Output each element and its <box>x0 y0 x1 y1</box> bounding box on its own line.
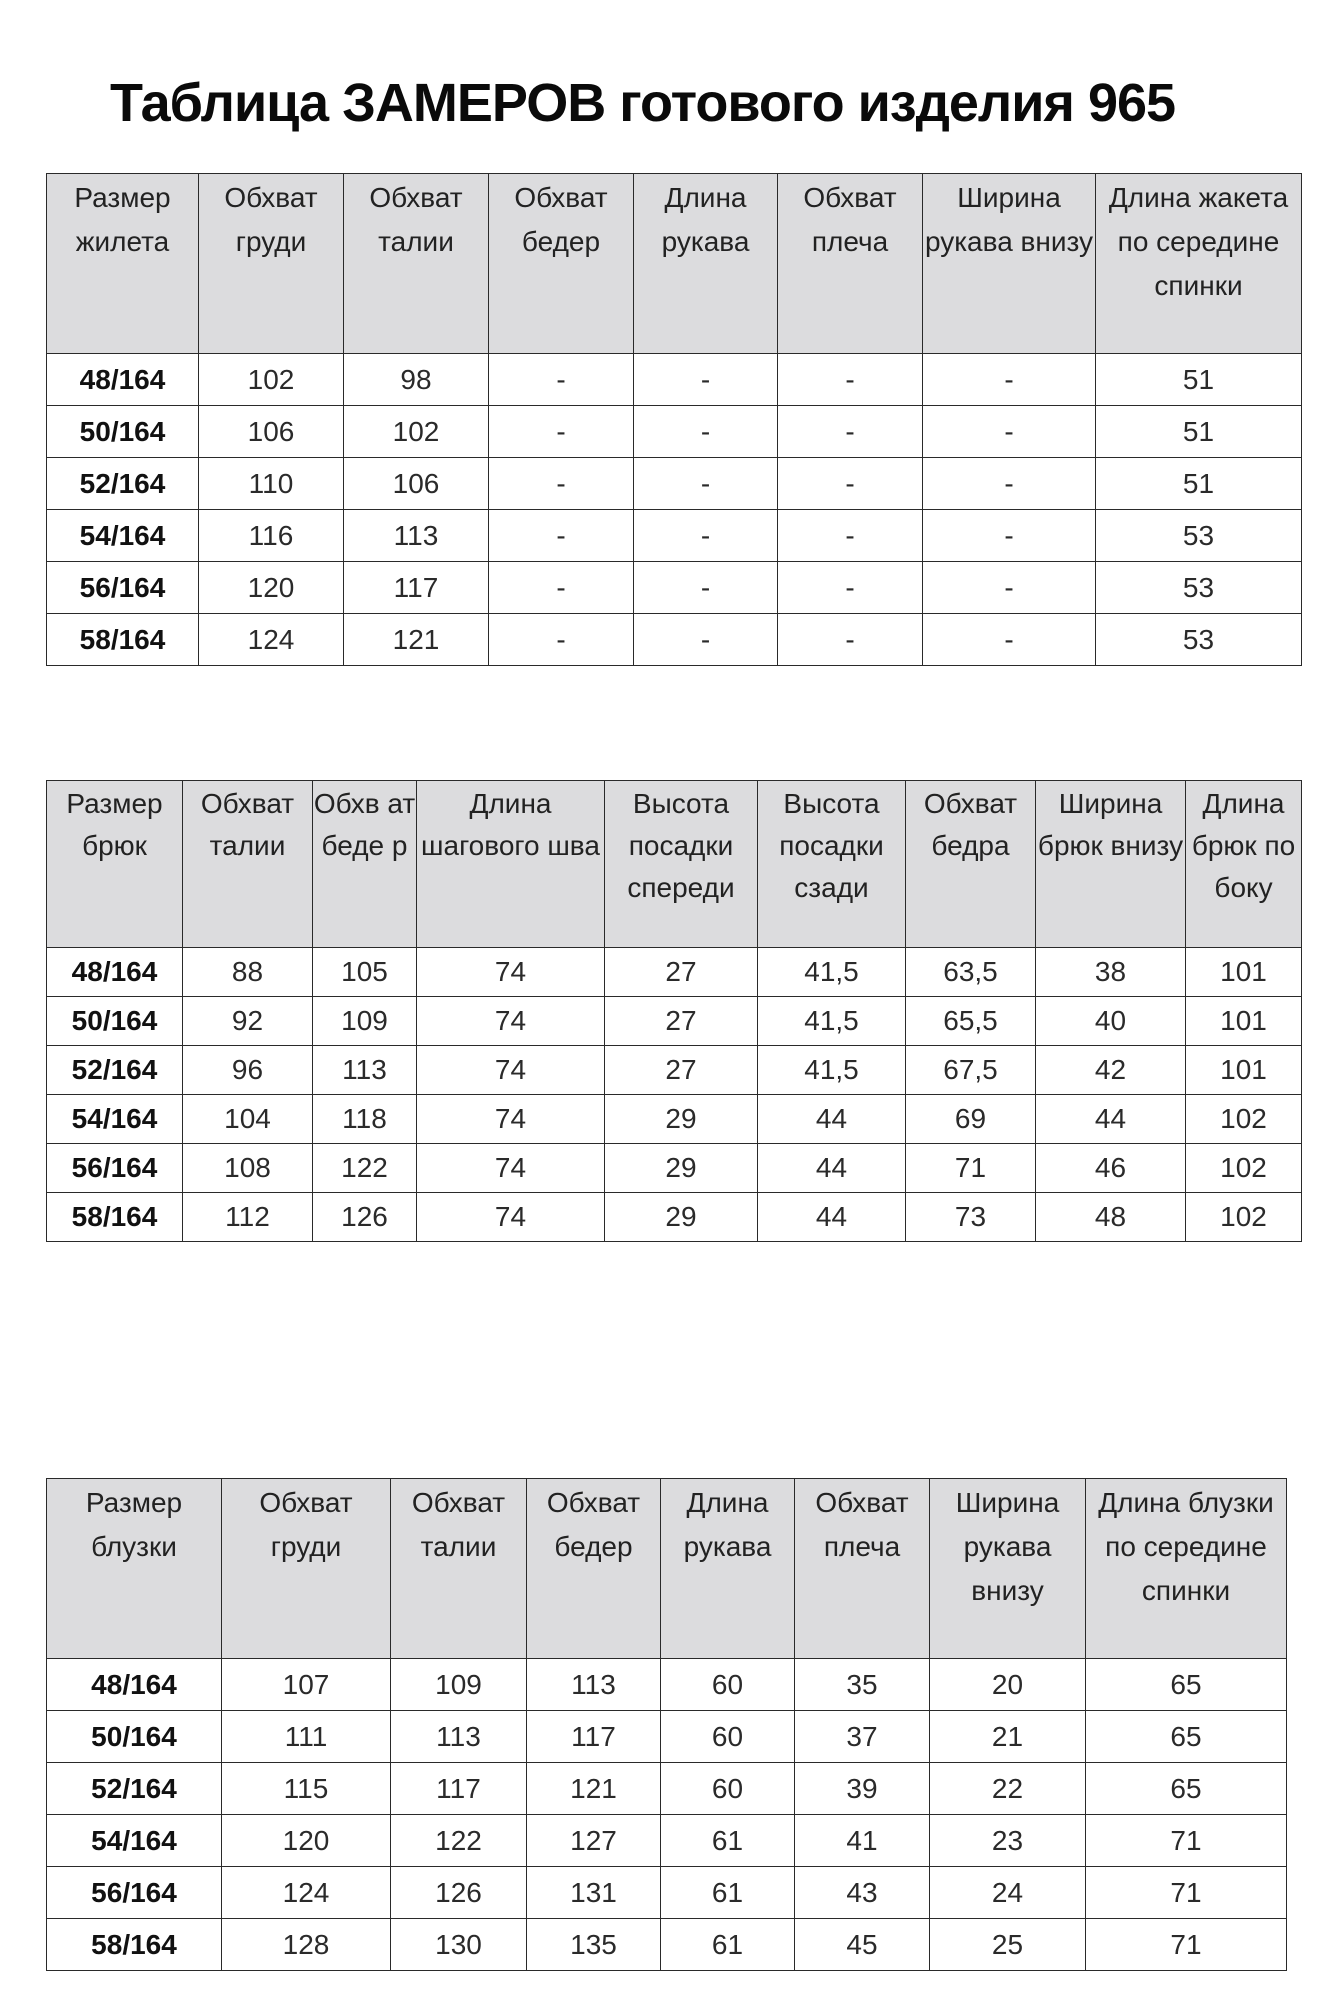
value-cell: 108 <box>183 1144 313 1193</box>
column-header: Длина рукава <box>661 1479 795 1659</box>
column-header: Длина блузки по середине спинки <box>1086 1479 1287 1659</box>
table-row <box>47 458 1302 510</box>
column-header: Высота посадки спереди <box>605 781 758 948</box>
value-cell: 106 <box>344 458 489 510</box>
table-row <box>47 406 1302 458</box>
column-header: Ширина брюк внизу <box>1036 781 1186 948</box>
table-row <box>47 1867 1287 1919</box>
value-cell: 41 <box>795 1815 930 1867</box>
value-cell: 53 <box>1096 510 1302 562</box>
size-cell: 54/164 <box>47 1815 222 1867</box>
value-cell: 41,5 <box>758 997 906 1046</box>
value-cell: - <box>923 562 1096 614</box>
column-header: Ширина рукава внизу <box>923 174 1096 354</box>
table-row <box>47 1193 1302 1242</box>
column-header: Длина шагового шва <box>417 781 605 948</box>
table-row <box>47 510 1302 562</box>
column-header: Обхват талии <box>183 781 313 948</box>
header-row <box>47 174 1302 354</box>
value-cell: 25 <box>930 1919 1086 1971</box>
value-cell: 102 <box>199 354 344 406</box>
value-cell: 74 <box>417 1095 605 1144</box>
value-cell: 73 <box>906 1193 1036 1242</box>
value-cell: 74 <box>417 1144 605 1193</box>
value-cell: 113 <box>344 510 489 562</box>
value-cell: 61 <box>661 1815 795 1867</box>
size-cell: 48/164 <box>47 354 199 406</box>
value-cell: 27 <box>605 948 758 997</box>
column-header: Обхв ат беде р <box>313 781 417 948</box>
value-cell: 74 <box>417 948 605 997</box>
value-cell: 21 <box>930 1711 1086 1763</box>
value-cell: 120 <box>222 1815 391 1867</box>
value-cell: - <box>634 354 778 406</box>
value-cell: 20 <box>930 1659 1086 1711</box>
column-header: Обхват бедер <box>489 174 634 354</box>
size-cell: 52/164 <box>47 458 199 510</box>
value-cell: 41,5 <box>758 948 906 997</box>
value-cell: 102 <box>344 406 489 458</box>
size-cell: 48/164 <box>47 948 183 997</box>
value-cell: 120 <box>199 562 344 614</box>
value-cell: 45 <box>795 1919 930 1971</box>
value-cell: - <box>489 354 634 406</box>
table-row <box>47 354 1302 406</box>
value-cell: 74 <box>417 1193 605 1242</box>
table-row <box>47 1046 1302 1095</box>
column-header: Обхват плеча <box>778 174 923 354</box>
value-cell: 117 <box>527 1711 661 1763</box>
column-header: Обхват груди <box>222 1479 391 1659</box>
value-cell: 46 <box>1036 1144 1186 1193</box>
column-header: Обхват бедра <box>906 781 1036 948</box>
value-cell: 113 <box>527 1659 661 1711</box>
size-cell: 56/164 <box>47 562 199 614</box>
value-cell: 67,5 <box>906 1046 1036 1095</box>
value-cell: 37 <box>795 1711 930 1763</box>
value-cell: 35 <box>795 1659 930 1711</box>
value-cell: 127 <box>527 1815 661 1867</box>
table-row <box>47 1815 1287 1867</box>
value-cell: 102 <box>1186 1193 1302 1242</box>
value-cell: 44 <box>758 1193 906 1242</box>
value-cell: 88 <box>183 948 313 997</box>
table-row <box>47 1763 1287 1815</box>
size-cell: 50/164 <box>47 997 183 1046</box>
value-cell: 109 <box>313 997 417 1046</box>
table-row <box>47 562 1302 614</box>
size-cell: 58/164 <box>47 1193 183 1242</box>
column-header: Длина рукава <box>634 174 778 354</box>
column-header: Длина брюк по боку <box>1186 781 1302 948</box>
column-header: Размер брюк <box>47 781 183 948</box>
value-cell: 71 <box>1086 1919 1287 1971</box>
value-cell: 110 <box>199 458 344 510</box>
blouse-size-table <box>46 1478 1287 1971</box>
size-cell: 48/164 <box>47 1659 222 1711</box>
value-cell: 98 <box>344 354 489 406</box>
value-cell: 113 <box>391 1711 527 1763</box>
value-cell: 126 <box>313 1193 417 1242</box>
value-cell: 44 <box>1036 1095 1186 1144</box>
trousers-size-table <box>46 780 1302 1242</box>
page-title: Таблица ЗАМЕРОВ готового изделия 965 <box>110 73 1176 133</box>
value-cell: 53 <box>1096 562 1302 614</box>
header-row <box>47 1479 1287 1659</box>
size-cell: 52/164 <box>47 1763 222 1815</box>
value-cell: - <box>778 562 923 614</box>
value-cell: 29 <box>605 1095 758 1144</box>
value-cell: - <box>489 510 634 562</box>
value-cell: 128 <box>222 1919 391 1971</box>
column-header: Размер блузки <box>47 1479 222 1659</box>
value-cell: 22 <box>930 1763 1086 1815</box>
value-cell: 69 <box>906 1095 1036 1144</box>
table-row <box>47 1659 1287 1711</box>
size-cell: 58/164 <box>47 614 199 666</box>
value-cell: 27 <box>605 997 758 1046</box>
value-cell: 65,5 <box>906 997 1036 1046</box>
value-cell: 51 <box>1096 458 1302 510</box>
value-cell: - <box>778 458 923 510</box>
vest-size-table <box>46 173 1302 666</box>
value-cell: 122 <box>313 1144 417 1193</box>
table-row <box>47 614 1302 666</box>
value-cell: 60 <box>661 1659 795 1711</box>
value-cell: - <box>923 406 1096 458</box>
value-cell: 130 <box>391 1919 527 1971</box>
value-cell: 61 <box>661 1867 795 1919</box>
table-row <box>47 1095 1302 1144</box>
value-cell: 102 <box>1186 1095 1302 1144</box>
column-header: Ширина рукава внизу <box>930 1479 1086 1659</box>
size-cell: 50/164 <box>47 1711 222 1763</box>
size-cell: 56/164 <box>47 1867 222 1919</box>
value-cell: 104 <box>183 1095 313 1144</box>
value-cell: - <box>489 614 634 666</box>
value-cell: - <box>923 510 1096 562</box>
value-cell: - <box>778 614 923 666</box>
value-cell: 131 <box>527 1867 661 1919</box>
value-cell: - <box>778 406 923 458</box>
value-cell: 101 <box>1186 997 1302 1046</box>
table-row <box>47 1919 1287 1971</box>
size-cell: 56/164 <box>47 1144 183 1193</box>
value-cell: - <box>634 510 778 562</box>
value-cell: 61 <box>661 1919 795 1971</box>
value-cell: 63,5 <box>906 948 1036 997</box>
value-cell: 74 <box>417 997 605 1046</box>
value-cell: 101 <box>1186 1046 1302 1095</box>
value-cell: - <box>778 510 923 562</box>
column-header: Обхват груди <box>199 174 344 354</box>
value-cell: 44 <box>758 1144 906 1193</box>
value-cell: 71 <box>1086 1867 1287 1919</box>
value-cell: 65 <box>1086 1763 1287 1815</box>
value-cell: 122 <box>391 1815 527 1867</box>
value-cell: 106 <box>199 406 344 458</box>
size-cell: 58/164 <box>47 1919 222 1971</box>
value-cell: 51 <box>1096 406 1302 458</box>
value-cell: 71 <box>906 1144 1036 1193</box>
value-cell: - <box>778 354 923 406</box>
value-cell: - <box>489 458 634 510</box>
column-header: Длина жакета по середине спинки <box>1096 174 1302 354</box>
value-cell: 74 <box>417 1046 605 1095</box>
value-cell: 117 <box>391 1763 527 1815</box>
value-cell: 39 <box>795 1763 930 1815</box>
value-cell: - <box>634 614 778 666</box>
value-cell: 124 <box>199 614 344 666</box>
value-cell: 124 <box>222 1867 391 1919</box>
size-cell: 52/164 <box>47 1046 183 1095</box>
value-cell: 42 <box>1036 1046 1186 1095</box>
value-cell: 60 <box>661 1711 795 1763</box>
value-cell: 71 <box>1086 1815 1287 1867</box>
column-header: Обхват талии <box>344 174 489 354</box>
value-cell: 113 <box>313 1046 417 1095</box>
value-cell: 38 <box>1036 948 1186 997</box>
table-row <box>47 948 1302 997</box>
value-cell: 111 <box>222 1711 391 1763</box>
value-cell: 101 <box>1186 948 1302 997</box>
value-cell: - <box>634 406 778 458</box>
column-header: Высота посадки сзади <box>758 781 906 948</box>
value-cell: 118 <box>313 1095 417 1144</box>
table-row <box>47 1144 1302 1193</box>
value-cell: 121 <box>344 614 489 666</box>
header-row <box>47 781 1302 948</box>
value-cell: 116 <box>199 510 344 562</box>
value-cell: 23 <box>930 1815 1086 1867</box>
value-cell: 107 <box>222 1659 391 1711</box>
value-cell: 92 <box>183 997 313 1046</box>
value-cell: 135 <box>527 1919 661 1971</box>
value-cell: 65 <box>1086 1659 1287 1711</box>
value-cell: 44 <box>758 1095 906 1144</box>
value-cell: 24 <box>930 1867 1086 1919</box>
table-row <box>47 1711 1287 1763</box>
value-cell: - <box>489 406 634 458</box>
value-cell: 115 <box>222 1763 391 1815</box>
size-cell: 54/164 <box>47 510 199 562</box>
value-cell: 51 <box>1096 354 1302 406</box>
value-cell: 40 <box>1036 997 1186 1046</box>
value-cell: 105 <box>313 948 417 997</box>
column-header: Обхват талии <box>391 1479 527 1659</box>
value-cell: 29 <box>605 1144 758 1193</box>
value-cell: 109 <box>391 1659 527 1711</box>
value-cell: 102 <box>1186 1144 1302 1193</box>
size-cell: 54/164 <box>47 1095 183 1144</box>
value-cell: 48 <box>1036 1193 1186 1242</box>
value-cell: - <box>923 354 1096 406</box>
value-cell: 126 <box>391 1867 527 1919</box>
value-cell: 53 <box>1096 614 1302 666</box>
table-row <box>47 997 1302 1046</box>
column-header: Обхват плеча <box>795 1479 930 1659</box>
value-cell: - <box>634 562 778 614</box>
value-cell: - <box>923 614 1096 666</box>
value-cell: 112 <box>183 1193 313 1242</box>
value-cell: 117 <box>344 562 489 614</box>
value-cell: 96 <box>183 1046 313 1095</box>
value-cell: 43 <box>795 1867 930 1919</box>
value-cell: - <box>489 562 634 614</box>
value-cell: 121 <box>527 1763 661 1815</box>
value-cell: 65 <box>1086 1711 1287 1763</box>
column-header: Размер жилета <box>47 174 199 354</box>
value-cell: 60 <box>661 1763 795 1815</box>
value-cell: 27 <box>605 1046 758 1095</box>
value-cell: - <box>923 458 1096 510</box>
size-cell: 50/164 <box>47 406 199 458</box>
value-cell: 41,5 <box>758 1046 906 1095</box>
value-cell: - <box>634 458 778 510</box>
value-cell: 29 <box>605 1193 758 1242</box>
column-header: Обхват бедер <box>527 1479 661 1659</box>
